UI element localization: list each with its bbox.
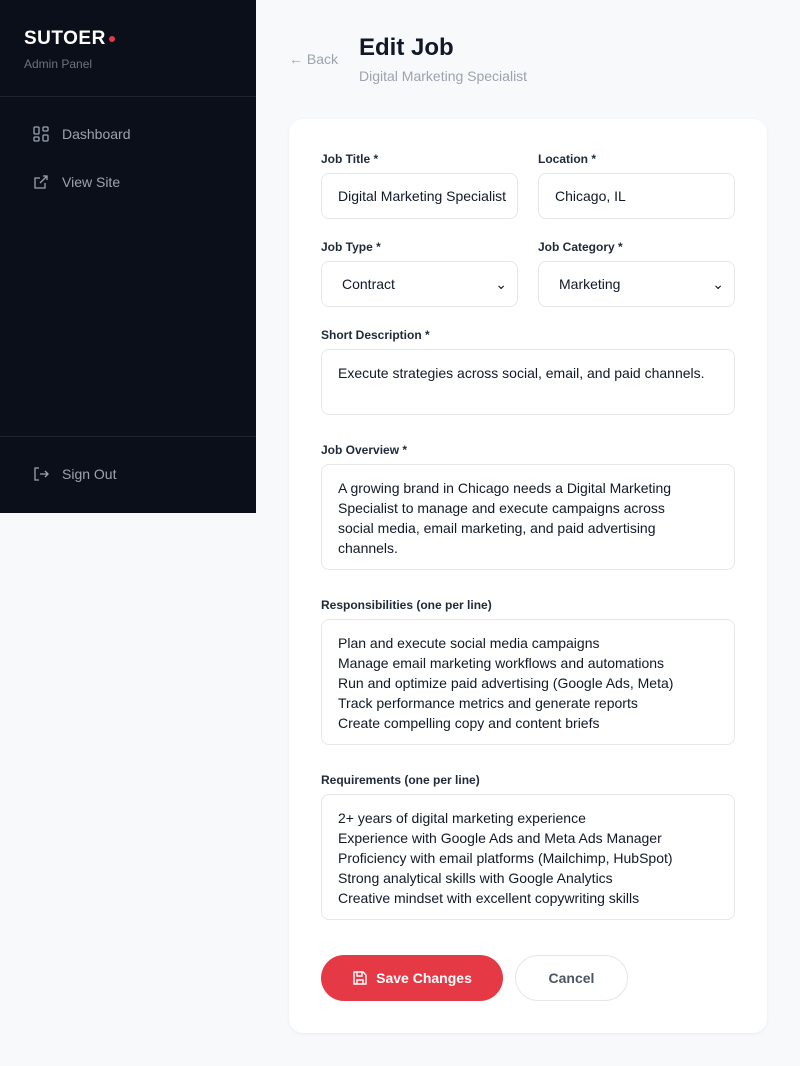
overview-label: Job Overview * (321, 443, 408, 457)
sidebar (0, 0, 256, 513)
location-label: Location * (538, 152, 597, 166)
back-link[interactable]: ← Back (289, 51, 339, 67)
sign-out-button[interactable]: Sign Out (33, 466, 116, 482)
job-type-select[interactable]: Contract ⌄ (321, 261, 518, 307)
chevron-down-icon: ⌄ (712, 275, 724, 292)
short-description-textarea[interactable]: Execute strategies across social, email, and paid channels. (321, 349, 735, 415)
responsibilities-label: Responsibilities (one per line) (321, 598, 492, 612)
cancel-button[interactable]: Cancel (515, 955, 628, 1001)
job-type-label: Job Type * (321, 240, 381, 254)
save-changes-button[interactable]: Save Changes (321, 955, 503, 1001)
page-subtitle: Digital Marketing Specialist (359, 68, 528, 84)
location-input[interactable]: Chicago, IL (538, 173, 735, 219)
job-category-label: Job Category * (538, 240, 623, 254)
sign-out-icon (33, 466, 49, 482)
requirements-textarea[interactable]: 2+ years of digital marketing experience Experience with Google Ads and Meta Ads Manager Proficiency with email platforms (Mailchimp, HubSpot) Strong analytical skills with Google Analytics Creative mindset with excellent copywriting skills (321, 794, 735, 920)
responsibilities-textarea[interactable]: Plan and execute social media campaigns Manage email marketing workflows and automations Run and optimize paid advertising (Google Ads, Meta) Track performance metrics and generate reports Create compelling copy and content briefs (321, 619, 735, 745)
divider (0, 96, 256, 97)
page-title: Edit Job (359, 34, 454, 61)
brand-dot (109, 36, 115, 42)
save-icon (352, 970, 368, 986)
chevron-down-icon: ⌄ (495, 275, 507, 292)
job-title-label: Job Title * (321, 152, 379, 166)
sidebar-item-dashboard[interactable]: Dashboard (33, 126, 131, 142)
job-title-input[interactable]: Digital Marketing Specialist (321, 173, 518, 219)
requirements-label: Requirements (one per line) (321, 773, 480, 787)
brand-subtitle: Admin Panel (24, 57, 93, 71)
overview-textarea[interactable]: A growing brand in Chicago needs a Digital Marketing Specialist to manage and execute campaigns across social media, email marketing, and paid advertising channels. (321, 464, 735, 570)
job-category-select[interactable]: Marketing ⌄ (538, 261, 735, 307)
divider (0, 436, 256, 437)
short-description-label: Short Description * (321, 328, 430, 342)
brand-logo[interactable]: SUTOER (24, 28, 115, 50)
external-link-icon (33, 174, 49, 190)
sidebar-item-view-site[interactable]: View Site (33, 174, 120, 190)
grid-icon (33, 126, 49, 142)
